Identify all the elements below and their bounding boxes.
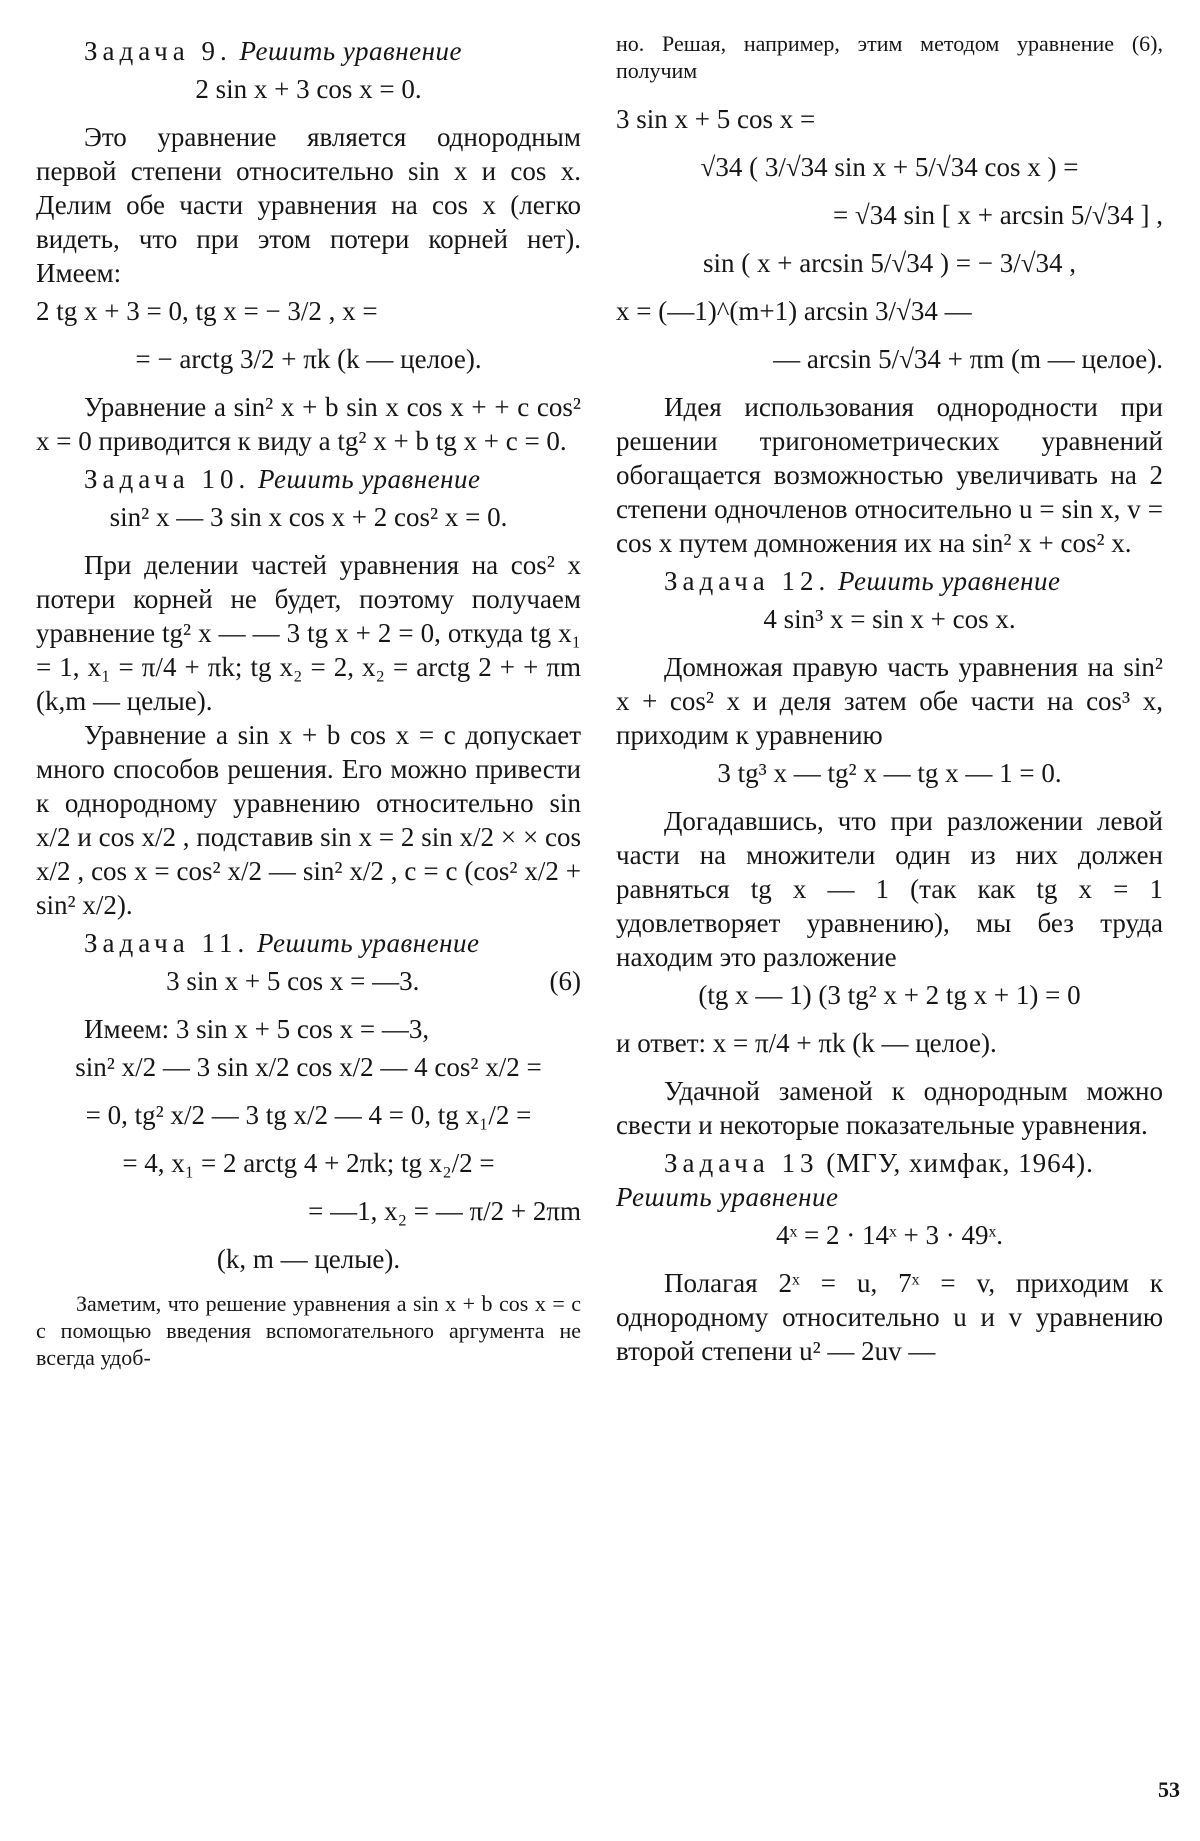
equation: = 4, x₁ = 2 arctg 4 + 2πk; tg x₂/2 = — [122, 1148, 495, 1178]
paragraph: Полагая 2ˣ = u, 7ˣ = v, приходим к однородному относительно u и v уравнению второй степени u² — 2uv — — [616, 1268, 1163, 1366]
equation: = —1, x₂ = — π/2 + 2πm — [308, 1196, 581, 1226]
equation: 3 sin x + 5 cos x = — [616, 104, 816, 134]
equation: — arcsin 5/√34 + πm (m — целое). — [773, 344, 1163, 374]
left-column — [36, 30, 581, 1371]
paragraph: При делении частей уравнения на cos² x потери корней не будет, поэтому получаем уравнение tg² x — — 3 tg x + 2 = 0, откуда tg x₁ = 1, x₁ = π/4 + πk; tg x₂ = 2, x₂ = arctg 2 + + πm (k,m — целые). — [36, 550, 581, 716]
note-paragraph: Заметим, что решение уравнения a sin x + b cos x = c с помощью введения вспомогательного аргумента не всегда удоб- — [36, 1291, 581, 1370]
equation: (k, m — целые). — [216, 1244, 401, 1274]
paragraph: Это уравнение является однородным первой степени относительно sin x и cos x. Делим обе части уравнения на cos x (легко видеть, что при этом потери корней нет). Имеем: — [36, 122, 581, 288]
paragraph: Идея использования однородности при решении тригонометрических уравнений обогащается возможностью увеличивать на 2 степени одночленов относительно u = sin x, v = cos x путем домножения их на sin² x + cos² x. — [616, 392, 1163, 558]
equation: (tg x — 1) (3 tg² x + 2 tg x + 1) = 0 — [698, 980, 1081, 1010]
task11-equation: 3 sin x + 5 cos x = —3. (6) — [166, 966, 581, 996]
right-column — [616, 30, 1163, 1368]
task12-equation: 4 sin³ x = sin x + cos x. — [763, 604, 1016, 634]
equation: 3 tg³ x — tg² x — tg x — 1 = 0. — [717, 758, 1062, 788]
equation: = − arctg 3/2 + πk (k — целое). — [135, 344, 482, 374]
paragraph: Догадавшись, что при разложении левой части на множители один из них должен равняться tg x — 1 (так как tg x = 1 удовлетворяет уравнению), мы без труда находим это разложение — [616, 806, 1163, 972]
equation: x = (—1)^(m+1) arcsin 3/√34 — — [616, 296, 972, 326]
equation: 2 tg x + 3 = 0, tg x = − 3/2 , x = — [36, 296, 378, 326]
note-continuation: но. Решая, например, этим методом уравнение (6), получим — [616, 31, 1163, 83]
paragraph: и ответ: x = π/4 + πk (k — целое). — [616, 1028, 997, 1058]
task9-heading: Задача 9. Решить уравнение — [84, 36, 462, 66]
task10-heading: Задача 10. Решить уравнение — [84, 464, 481, 494]
equation-tag: (6) — [549, 966, 581, 996]
task10-equation: sin² x — 3 sin x cos x + 2 cos² x = 0. — [109, 502, 508, 532]
page-number: 53 — [1158, 1777, 1180, 1802]
task9-equation: 2 sin x + 3 cos x = 0. — [195, 74, 422, 104]
task13-equation: 4ˣ = 2 · 14ˣ + 3 · 49ˣ. — [775, 1220, 1004, 1250]
paragraph: Домножая правую часть уравнения на sin² x + cos² x и деля затем обе части на cos³ x, приходим к уравнению — [616, 652, 1163, 750]
equation: = 0, tg² x/2 — 3 tg x/2 — 4 = 0, tg x₁/2 = — [85, 1100, 532, 1130]
paragraph: Уравнение a sin² x + b sin x cos x + + c cos² x = 0 приводится к виду a tg² x + b tg x + c = 0. — [36, 392, 581, 456]
task11-heading: Задача 11. Решить уравнение — [84, 928, 480, 958]
task12-heading: Задача 12. Решить уравнение — [664, 566, 1061, 596]
paragraph: Уравнение a sin x + b cos x = c допускает много способов решения. Его можно привести к однородному уравнению относительно sin x/2 и cos x/2 , подставив sin x = 2 sin x/2 × × cos x/2 , cos x = cos² x/2 — sin² x/2 , c = c (cos² x/2 + sin² x/2). — [36, 720, 581, 920]
equation: √34 ( 3/√34 sin x + 5/√34 cos x ) = — [700, 152, 1079, 182]
equation: sin² x/2 — 3 sin x/2 cos x/2 — 4 cos² x/2 = — [75, 1052, 542, 1082]
equation: = √34 sin [ x + arcsin 5/√34 ] , — [832, 200, 1163, 230]
paragraph: Имеем: 3 sin x + 5 cos x = —3, — [84, 1014, 430, 1044]
equation: sin ( x + arcsin 5/√34 ) = − 3/√34 , — [702, 248, 1077, 278]
paragraph: Удачной заменой к однородным можно свести и некоторые показательные уравнения. — [616, 1076, 1163, 1140]
task13-heading: Задача 13 (МГУ, химфак, 1964). Решить уравнение — [616, 1148, 1094, 1212]
